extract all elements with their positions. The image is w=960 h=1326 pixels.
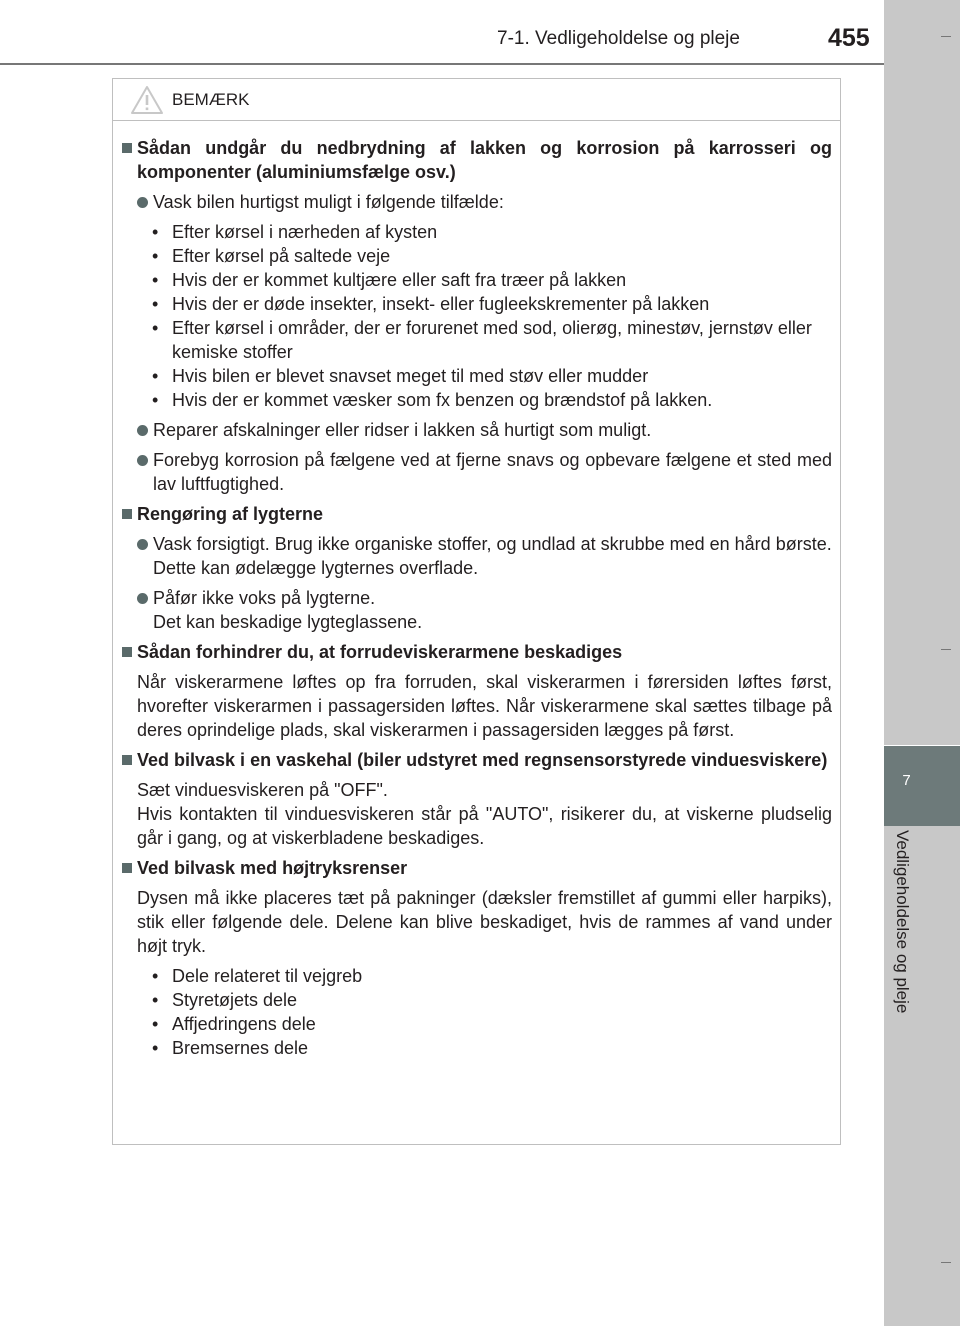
round-bullet-icon: [137, 425, 148, 436]
chapter-number: 7: [902, 772, 911, 789]
bullet-list: [122, 964, 832, 1060]
page-number: 455: [828, 24, 870, 52]
bullet-item: • Hvis bilen er blevet snavset meget til med støv eller mudder: [152, 366, 649, 386]
list-item: Påfør ikke voks på lygterne. Det kan beskadige lygteglassene.: [122, 586, 832, 634]
header-section-title: 7-1. Vedligeholdelse og pleje: [497, 28, 740, 49]
bullet-item: • Hvis der er kommet væsker som fx benzen og brændstof på lakken.: [152, 390, 713, 410]
square-bullet-icon: [122, 863, 132, 873]
edge-tick: [941, 36, 951, 37]
section-heading: Ved bilvask i en vaskehal (biler udstyret med regnsensorstyrede vinduesviskere): [122, 748, 832, 772]
bullet-item: • Efter kørsel i områder, der er forurenet med sod, olierøg, minestøv, jernstøv eller kemiske stoffer: [152, 318, 812, 362]
bullet-item: • Efter kørsel på saltede veje: [152, 246, 391, 266]
chapter-title: Vedligeholdelse og pleje: [893, 830, 912, 1014]
bullet-item: • Affjedringens dele: [152, 1014, 316, 1034]
round-bullet-icon: [137, 455, 148, 466]
section-heading: Rengøring af lygterne: [122, 502, 832, 526]
square-bullet-icon: [122, 143, 132, 153]
bullet-item: • Hvis der er kommet kultjære eller saft fra træer på lakken: [152, 270, 627, 290]
bullet-item: • Dele relateret til vejgreb: [152, 966, 363, 986]
list-item: Forebyg korrosion på fælgene ved at fjerne snavs og opbevare fælgene et sted med lav luftfugtighed.: [122, 448, 832, 496]
header-divider: [0, 63, 947, 65]
paragraph: Når viskerarmene løftes op fra forruden, skal viskerarmen i førersiden løftes først, hvorefter viskerarmen i passagersiden løftes. Når viskerarmene skal sættes tilbage på deres oprindelige plads, skal viskerarmen i passagersiden lægges på først.: [137, 672, 832, 740]
section-heading: Sådan forhindrer du, at forrudeviskerarmene beskadiges: [122, 640, 832, 664]
note-box-header: [113, 79, 840, 121]
edge-tick: [941, 649, 951, 650]
square-bullet-icon: [122, 509, 132, 519]
bullet-item: • Styretøjets dele: [152, 990, 298, 1010]
round-bullet-icon: [137, 593, 148, 604]
square-bullet-icon: [122, 647, 132, 657]
bullet-item: • Bremsernes dele: [152, 1038, 309, 1058]
paragraph: Sæt vinduesviskeren på "OFF". Hvis kontakten til vinduesviskeren står på "AUTO", risikerer du, at viskerne pludselig går i gang, og at viskerbladene beskadiges.: [137, 780, 832, 848]
section-heading: Ved bilvask med højtryksrenser: [122, 856, 832, 880]
square-bullet-icon: [122, 755, 132, 765]
note-body: [122, 136, 832, 1060]
round-bullet-icon: [137, 197, 148, 208]
paragraph: Dysen må ikke placeres tæt på pakninger (dæksler fremstillet af gummi eller harpiks), stik eller følgende dele. Delene kan blive beskadiget, hvis de rammes af vand under højt tryk.: [137, 888, 832, 956]
list-item: Reparer afskalninger eller ridser i lakken så hurtigt som muligt.: [122, 418, 832, 442]
section-heading: Sådan undgår du nedbrydning af lakken og korrosion på karrosseri og komponenter (aluminiumsfælge osv.): [122, 136, 832, 184]
bullet-list: [122, 220, 832, 412]
list-item: Vask bilen hurtigst muligt i følgende tilfælde:: [122, 190, 832, 214]
bullet-item: • Efter kørsel i nærheden af kysten: [152, 222, 438, 242]
list-item: Vask forsigtigt. Brug ikke organiske stoffer, og undlad at skrubbe med en hård børste. Dette kan ødelægge lygternes overflade.: [122, 532, 832, 580]
bullet-item: • Hvis der er døde insekter, insekt- eller fugleekskrementer på lakken: [152, 294, 710, 314]
note-title: BEMÆRK: [172, 90, 250, 109]
edge-tick: [941, 1262, 951, 1263]
side-tab-upper: [884, 0, 960, 745]
warning-triangle-icon: [130, 85, 164, 120]
round-bullet-icon: [137, 539, 148, 550]
